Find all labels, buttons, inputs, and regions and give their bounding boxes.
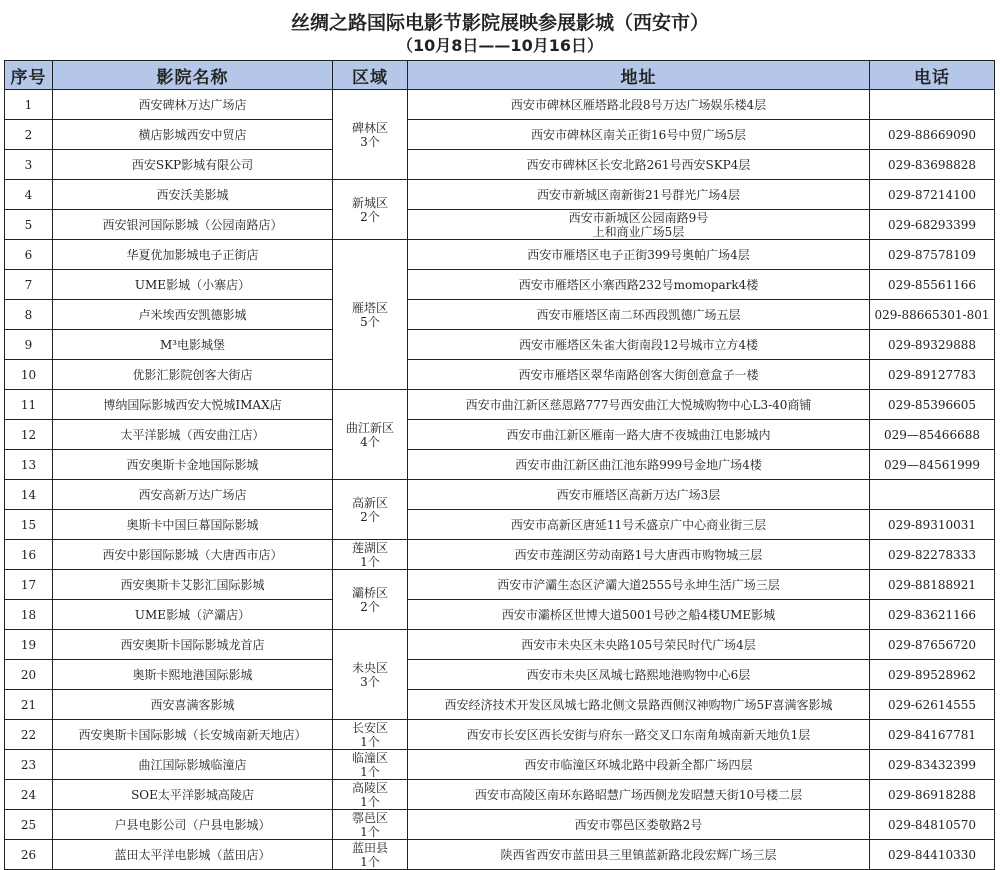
cell-phone [870,90,995,120]
cell-district: 曲江新区 4个 [333,390,408,480]
cell-cinema-name: 优影汇影院创客大街店 [53,360,333,390]
cell-cinema-name: 户县电影公司（户县电影城） [53,810,333,840]
cell-address: 西安市雁塔区朱雀大街南段12号城市立方4楼 [408,330,870,360]
cell-cinema-name: 西安沃美影城 [53,180,333,210]
table-row [5,600,995,630]
cell-cinema-name: 蓝田太平洋电影城（蓝田店） [53,840,333,870]
cell-phone: 029-89329888 [870,330,995,360]
cell-phone: 029—85466688 [870,420,995,450]
cell-district: 新城区 2个 [333,180,408,240]
cell-no: 3 [5,150,53,180]
cell-phone: 029—84561999 [870,450,995,480]
cell-cinema-name: 西安奥斯卡国际影城（长安城南新天地店） [53,720,333,750]
cell-cinema-name: 西安奥斯卡金地国际影城 [53,450,333,480]
cell-address: 西安市未央区凤城七路熙地港购物中心6层 [408,660,870,690]
cell-phone: 029-84810570 [870,810,995,840]
cell-phone: 029-84167781 [870,720,995,750]
cell-address: 西安市临潼区环城北路中段新全都广场四层 [408,750,870,780]
cell-no: 19 [5,630,53,660]
cell-address: 西安市雁塔区翠华南路创客大街创意盒子一楼 [408,360,870,390]
cell-cinema-name: 西安奥斯卡艾影汇国际影城 [53,570,333,600]
cell-district: 鄠邑区 1个 [333,810,408,840]
cell-address: 西安市曲江新区雁南一路大唐不夜城曲江电影城内 [408,420,870,450]
cell-district: 灞桥区 2个 [333,570,408,630]
table-row [5,270,995,300]
date-range-subtitle: （10月8日——10月16日） [397,36,603,55]
cell-no: 12 [5,420,53,450]
cell-phone: 029-88188921 [870,570,995,600]
table-header-row [5,61,995,90]
table-row [5,180,995,210]
table-row [5,810,995,840]
cell-address: 西安市新城区公园南路9号 上和商业广场5层 [408,210,870,240]
cell-address: 西安市碑林区长安北路261号西安SKP4层 [408,150,870,180]
cell-no: 9 [5,330,53,360]
header-no: 序号 [5,61,53,90]
table-row [5,780,995,810]
cell-cinema-name: 西安碑林万达广场店 [53,90,333,120]
cell-phone: 029-85561166 [870,270,995,300]
cell-phone: 029-87214100 [870,180,995,210]
cell-phone: 029-84410330 [870,840,995,870]
cell-no: 26 [5,840,53,870]
cell-address: 西安市碑林区南关正街16号中贸广场5层 [408,120,870,150]
cell-address: 西安市浐灞生态区浐灞大道2555号永坤生活广场三层 [408,570,870,600]
cell-phone: 029-89310031 [870,510,995,540]
cell-cinema-name: 西安SKP影城有限公司 [53,150,333,180]
cell-no: 4 [5,180,53,210]
cell-no: 5 [5,210,53,240]
cell-phone: 029-62614555 [870,690,995,720]
cell-no: 15 [5,510,53,540]
cell-no: 23 [5,750,53,780]
cell-cinema-name: UME影城（小寨店） [53,270,333,300]
cell-cinema-name: 奥斯卡中国巨幕国际影城 [53,510,333,540]
cell-district: 雁塔区 5个 [333,240,408,390]
table-row [5,570,995,600]
table-row [5,240,995,270]
cell-phone: 029-89127783 [870,360,995,390]
cell-no: 16 [5,540,53,570]
cell-address: 西安市曲江新区曲江池东路999号金地广场4楼 [408,450,870,480]
cell-phone: 029-82278333 [870,540,995,570]
cell-no: 7 [5,270,53,300]
cell-district: 未央区 3个 [333,630,408,720]
cell-address: 西安市碑林区雁塔路北段8号万达广场娱乐楼4层 [408,90,870,120]
table-row [5,720,995,750]
header-phone: 电话 [870,61,995,90]
cell-district: 高新区 2个 [333,480,408,540]
table-row [5,510,995,540]
cell-address: 西安市莲湖区劳动南路1号大唐西市购物城三层 [408,540,870,570]
cell-cinema-name: 华夏优加影城电子正街店 [53,240,333,270]
cell-no: 21 [5,690,53,720]
cell-address: 西安市曲江新区慈恩路777号西安曲江大悦城购物中心L3-40商铺 [408,390,870,420]
cell-no: 25 [5,810,53,840]
cell-phone: 029-89528962 [870,660,995,690]
table-row [5,330,995,360]
cell-district: 莲湖区 1个 [333,540,408,570]
cell-address: 西安市新城区南新街21号群光广场4层 [408,180,870,210]
cell-district: 碑林区 3个 [333,90,408,180]
cell-phone: 029-68293399 [870,210,995,240]
cell-no: 22 [5,720,53,750]
cell-no: 10 [5,360,53,390]
table-row [5,540,995,570]
cell-cinema-name: 西安喜满客影城 [53,690,333,720]
page-title: 丝绸之路国际电影节影院展映参展影城（西安市） [290,12,709,34]
cell-no: 6 [5,240,53,270]
table-row [5,360,995,390]
cell-address: 西安市长安区西长安街与府东一路交叉口东南角城南新天地负1层 [408,720,870,750]
table-body [5,90,995,870]
cell-phone: 029-88669090 [870,120,995,150]
cell-phone: 029-87656720 [870,630,995,660]
cell-no: 2 [5,120,53,150]
cell-address: 西安市鄠邑区娄敬路2号 [408,810,870,840]
table-row [5,300,995,330]
cell-address: 西安市雁塔区小寨西路232号momopark4楼 [408,270,870,300]
cell-no: 1 [5,90,53,120]
cell-cinema-name: 卢米埃西安凯德影城 [53,300,333,330]
cell-cinema-name: 奥斯卡熙地港国际影城 [53,660,333,690]
table-row [5,840,995,870]
cell-phone: 029-83621166 [870,600,995,630]
table-row [5,630,995,660]
cell-phone [870,480,995,510]
cell-phone: 029-88665301-801 [870,300,995,330]
cell-phone: 029-83432399 [870,750,995,780]
cell-cinema-name: 西安银河国际影城（公园南路店） [53,210,333,240]
cell-address: 西安市高新区唐延11号禾盛京广中心商业街三层 [408,510,870,540]
table-row [5,660,995,690]
cell-cinema-name: 西安中影国际影城（大唐西市店） [53,540,333,570]
cell-cinema-name: 西安高新万达广场店 [53,480,333,510]
cell-address: 西安经济技术开发区凤城七路北侧文景路西侧汉神购物广场5F喜满客影城 [408,690,870,720]
table-row [5,480,995,510]
cell-cinema-name: M³电影城堡 [53,330,333,360]
cell-address: 西安市未央区未央路105号荣民时代广场4层 [408,630,870,660]
cell-no: 20 [5,660,53,690]
cell-address: 西安市雁塔区南二环西段凯德广场五层 [408,300,870,330]
cell-no: 24 [5,780,53,810]
table-row [5,450,995,480]
cell-phone: 029-83698828 [870,150,995,180]
cell-district: 长安区 1个 [333,720,408,750]
cell-address: 西安市高陵区南环东路昭慧广场西侧龙发昭慧天街10号楼二层 [408,780,870,810]
cell-phone: 029-87578109 [870,240,995,270]
cell-no: 11 [5,390,53,420]
cell-cinema-name: UME影城（浐灞店） [53,600,333,630]
table-row [5,120,995,150]
table-row [5,390,995,420]
cell-no: 18 [5,600,53,630]
cell-no: 8 [5,300,53,330]
cell-no: 14 [5,480,53,510]
cell-address: 西安市雁塔区电子正街399号奥帕广场4层 [408,240,870,270]
table-row [5,210,995,240]
cell-phone: 029-85396605 [870,390,995,420]
table-row [5,150,995,180]
cell-district: 高陵区 1个 [333,780,408,810]
cinema-table [4,60,995,870]
table-row [5,420,995,450]
cell-district: 蓝田县 1个 [333,840,408,870]
header-district: 区域 [333,61,408,90]
cell-address: 西安市灞桥区世博大道5001号砂之船4楼UME影城 [408,600,870,630]
table-row [5,690,995,720]
cell-cinema-name: SOE太平洋影城高陵店 [53,780,333,810]
cell-cinema-name: 西安奥斯卡国际影城龙首店 [53,630,333,660]
table-row [5,90,995,120]
cell-district: 临潼区 1个 [333,750,408,780]
header-cinema-name: 影院名称 [53,61,333,90]
cell-address: 西安市雁塔区高新万达广场3层 [408,480,870,510]
cell-cinema-name: 博纳国际影城西安大悦城IMAX店 [53,390,333,420]
cell-address: 陕西省西安市蓝田县三里镇蓝新路北段宏辉广场三层 [408,840,870,870]
cell-no: 13 [5,450,53,480]
cell-cinema-name: 曲江国际影城临潼店 [53,750,333,780]
cell-phone: 029-86918288 [870,780,995,810]
header-address: 地址 [408,61,870,90]
cell-cinema-name: 横店影城西安中贸店 [53,120,333,150]
cell-no: 17 [5,570,53,600]
cell-cinema-name: 太平洋影城（西安曲江店） [53,420,333,450]
table-row [5,750,995,780]
